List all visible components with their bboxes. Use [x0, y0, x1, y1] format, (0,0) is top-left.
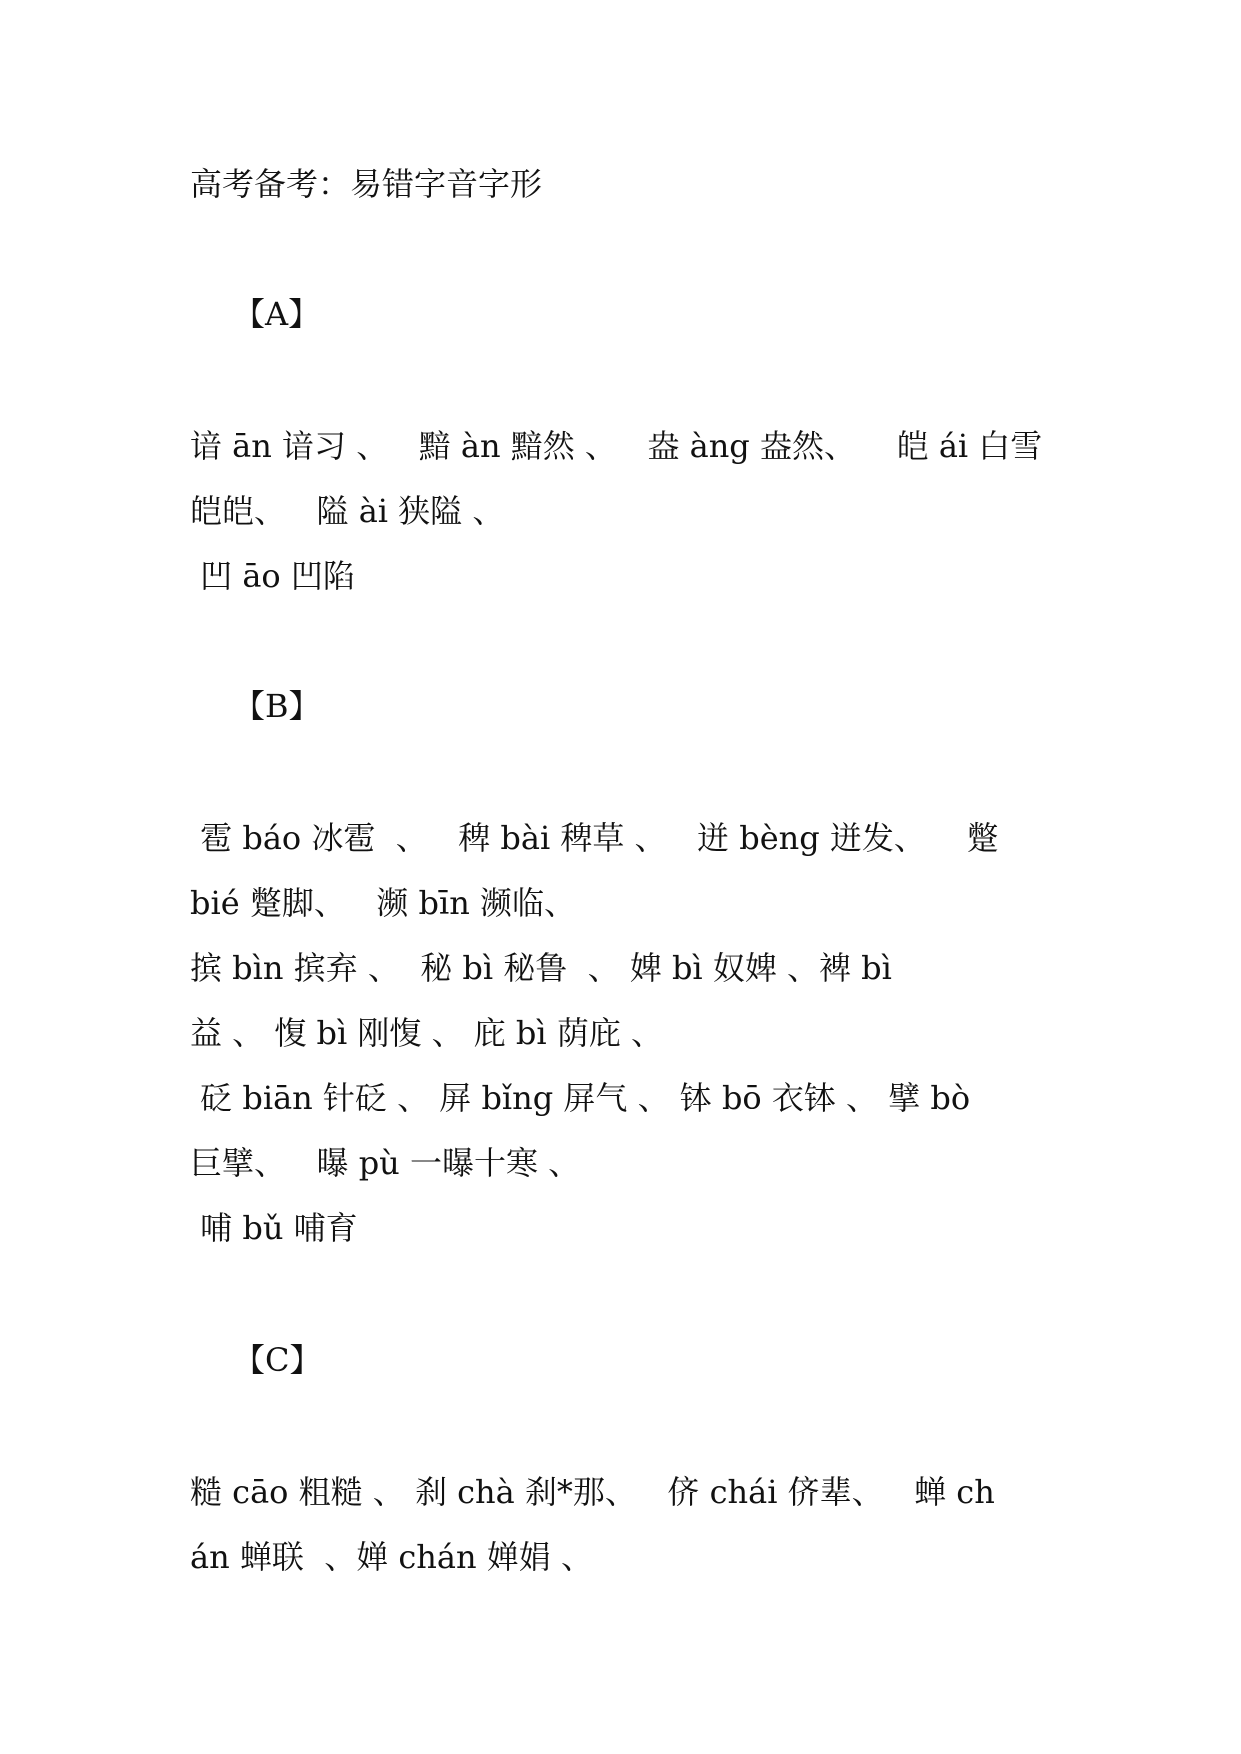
section-heading-a: 【A】 — [233, 295, 321, 333]
section-a-line: 皑皑、 隘 ài 狭隘 、 — [190, 492, 505, 530]
section-heading-c: 【C】 — [233, 1341, 322, 1379]
document-title: 高考备考：易错字音字形 — [190, 165, 543, 203]
section-c-line: án 蝉联 、婵 chán 婵娟 、 — [190, 1538, 593, 1576]
section-c-line: 糙 cāo 粗糙 、 刹 chà 刹*那、 侪 chái 侪辈、 蝉 ch — [190, 1473, 995, 1511]
section-b-line: bié 蹩脚、 濒 bīn 濒临、 — [190, 884, 577, 922]
section-b-line: 哺 bǔ 哺育 — [190, 1209, 358, 1247]
section-a-line: 凹 āo 凹陷 — [190, 557, 355, 595]
section-b-line: 巨擘、 曝 pù 一曝十寒 、 — [190, 1144, 581, 1182]
section-b-line: 益 、 愎 bì 刚愎 、 庇 bì 荫庇 、 — [190, 1014, 663, 1052]
section-b-line: 雹 báo 冰雹 、 稗 bài 稗草 、 迸 bèng 迸发、 蹩 — [190, 819, 999, 857]
section-b-line: 摈 bìn 摈弃 、 秘 bì 秘鲁 、 婢 bì 奴婢 、裨 bì — [190, 949, 892, 987]
section-heading-b: 【B】 — [233, 687, 321, 725]
section-b-line: 砭 biān 针砭 、 屏 bǐng 屏气 、 钵 bō 衣钵 、 擘 bò — [190, 1079, 971, 1117]
section-a-line: 谙 ān 谙习 、 黯 àn 黯然 、 盎 àng 盎然、 皑 ái 白雪 — [190, 427, 1043, 465]
